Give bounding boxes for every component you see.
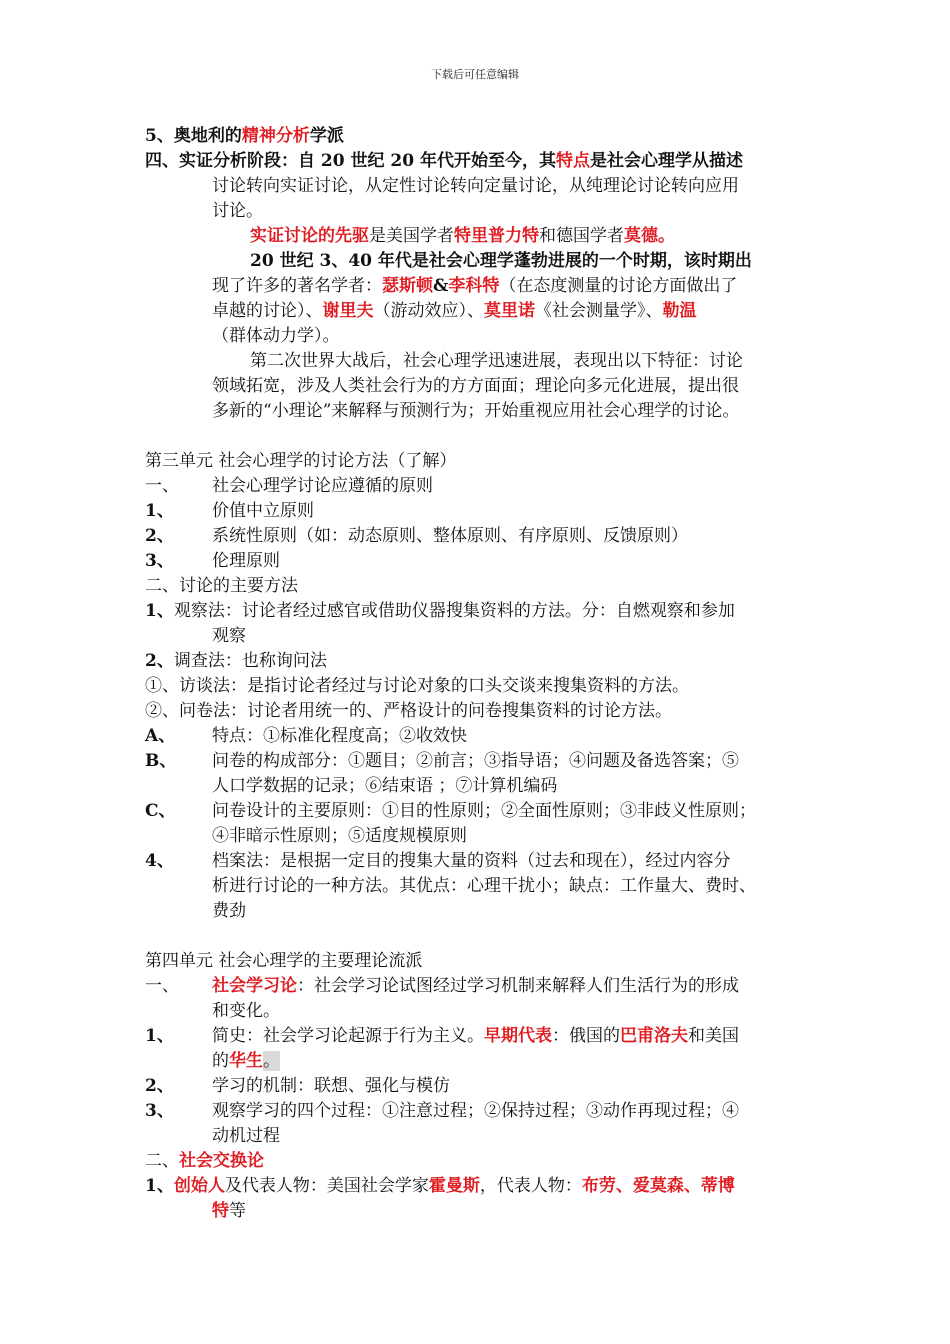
section-heading: 第四单元 社会心理学的主要理论流派 <box>145 951 423 971</box>
list-item: 2、调查法：也称询问法 <box>145 651 327 671</box>
section-heading: 第三单元 社会心理学的讨论方法（了解） <box>145 451 457 471</box>
text-line: ①、访谈法：是指讨论者经过与讨论对象的口头交谈来搜集资料的方法。 <box>145 676 689 696</box>
list-item: 4、 档案法：是根据一定目的搜集大量的资料（过去和现在），经过内容分 <box>145 851 731 871</box>
list-item: 3、 观察学习的四个过程：①注意过程；②保持过程；③动作再现过程；④ <box>145 1101 739 1121</box>
text-line: 的华生。 <box>212 1051 280 1071</box>
text-line: （群体动力学）。 <box>212 326 340 346</box>
text-line: 20 世纪 3、40 年代是社会心理学蓬勃进展的一个时期，该时期出 <box>250 251 752 271</box>
list-item: 3、 伦理原则 <box>145 551 280 571</box>
text-line: 多新的“小理论”来解释与预测行为；开始重视应用社会心理学的讨论。 <box>212 401 740 421</box>
text-line: 实证讨论的先驱是美国学者特里普力特和德国学者莫德。 <box>250 226 675 246</box>
text-line: ④非暗示性原则；⑤适度规模原则 <box>212 826 467 846</box>
text-line: 和变化。 <box>212 1001 280 1021</box>
list-item: A、 特点：①标准化程度高；②收效快 <box>145 726 467 746</box>
text-line: 人口学数据的记录；⑥结束语 ；⑦计算机编码 <box>212 776 558 796</box>
text-line: 动机过程 <box>212 1126 280 1146</box>
text-line: 现了许多的著名学者：瑟斯顿&李科特（在态度测量的讨论方面做出了 <box>212 276 738 296</box>
text-line: 费劲 <box>212 901 246 921</box>
text-line: 二、社会交换论 <box>145 1151 264 1171</box>
text-line: 卓越的讨论）、谢里夫（游动效应）、莫里诺《社会测量学》、勒温 <box>212 301 697 321</box>
text-line: ②、问卷法：讨论者用统一的、严格设计的问卷搜集资料的讨论方法。 <box>145 701 672 721</box>
list-item: 2、 学习的机制：联想、强化与模仿 <box>145 1076 450 1096</box>
list-item: 2、 系统性原则（如：动态原则、整体原则、有序原则、反馈原则） <box>145 526 688 546</box>
text-line: 二、讨论的主要方法 <box>145 576 298 596</box>
text-line: 领域拓宽，涉及人类社会行为的方方面面；理论向多元化进展，提出很 <box>212 376 739 396</box>
text-line: 第二次世界大战后，社会心理学迅速进展，表现出以下特征：讨论 <box>250 351 743 371</box>
text-line: 观察 <box>212 626 246 646</box>
list-item: C、 问卷设计的主要原则：①目的性原则；②全面性原则；③非歧义性原则； <box>145 801 756 821</box>
list-item: 一、 社会学习论：社会学习论试图经过学习机制来解释人们生活行为的形成 <box>145 976 739 996</box>
list-item: B、 问卷的构成部分：①题目；②前言；③指导语；④问题及备选答案；⑤ <box>145 751 739 771</box>
text-line: 讨论转向实证讨论，从定性讨论转向定量讨论，从纯理论讨论转向应用 <box>212 176 739 196</box>
page-header: 下载后可任意编辑 <box>431 68 519 81</box>
text-line: 1、创始人及代表人物：美国社会学家霍曼斯，代表人物：布劳、爱莫森、蒂博 <box>145 1176 735 1196</box>
text-line: 讨论。 <box>212 201 263 221</box>
list-item: 1、 价值中立原则 <box>145 501 314 521</box>
text-line: 析进行讨论的一种方法。其优点：心理干扰小；缺点：工作量大、费时、 <box>212 876 756 896</box>
text-line: 5、奥地利的精神分析学派 <box>145 126 344 146</box>
text-line: 四、实证分析阶段：自 20 世纪 20 年代开始至今，其特点是社会心理学从描述 <box>145 151 743 171</box>
list-item: 一、 社会心理学讨论应遵循的原则 <box>145 476 433 496</box>
text-line: 特等 <box>212 1201 246 1221</box>
list-item: 1、 简史：社会学习论起源于行为主义。早期代表：俄国的巴甫洛夫和美国 <box>145 1026 739 1046</box>
list-item: 1、观察法：讨论者经过感官或借助仪器搜集资料的方法。分：自燃观察和参加 <box>145 601 735 621</box>
